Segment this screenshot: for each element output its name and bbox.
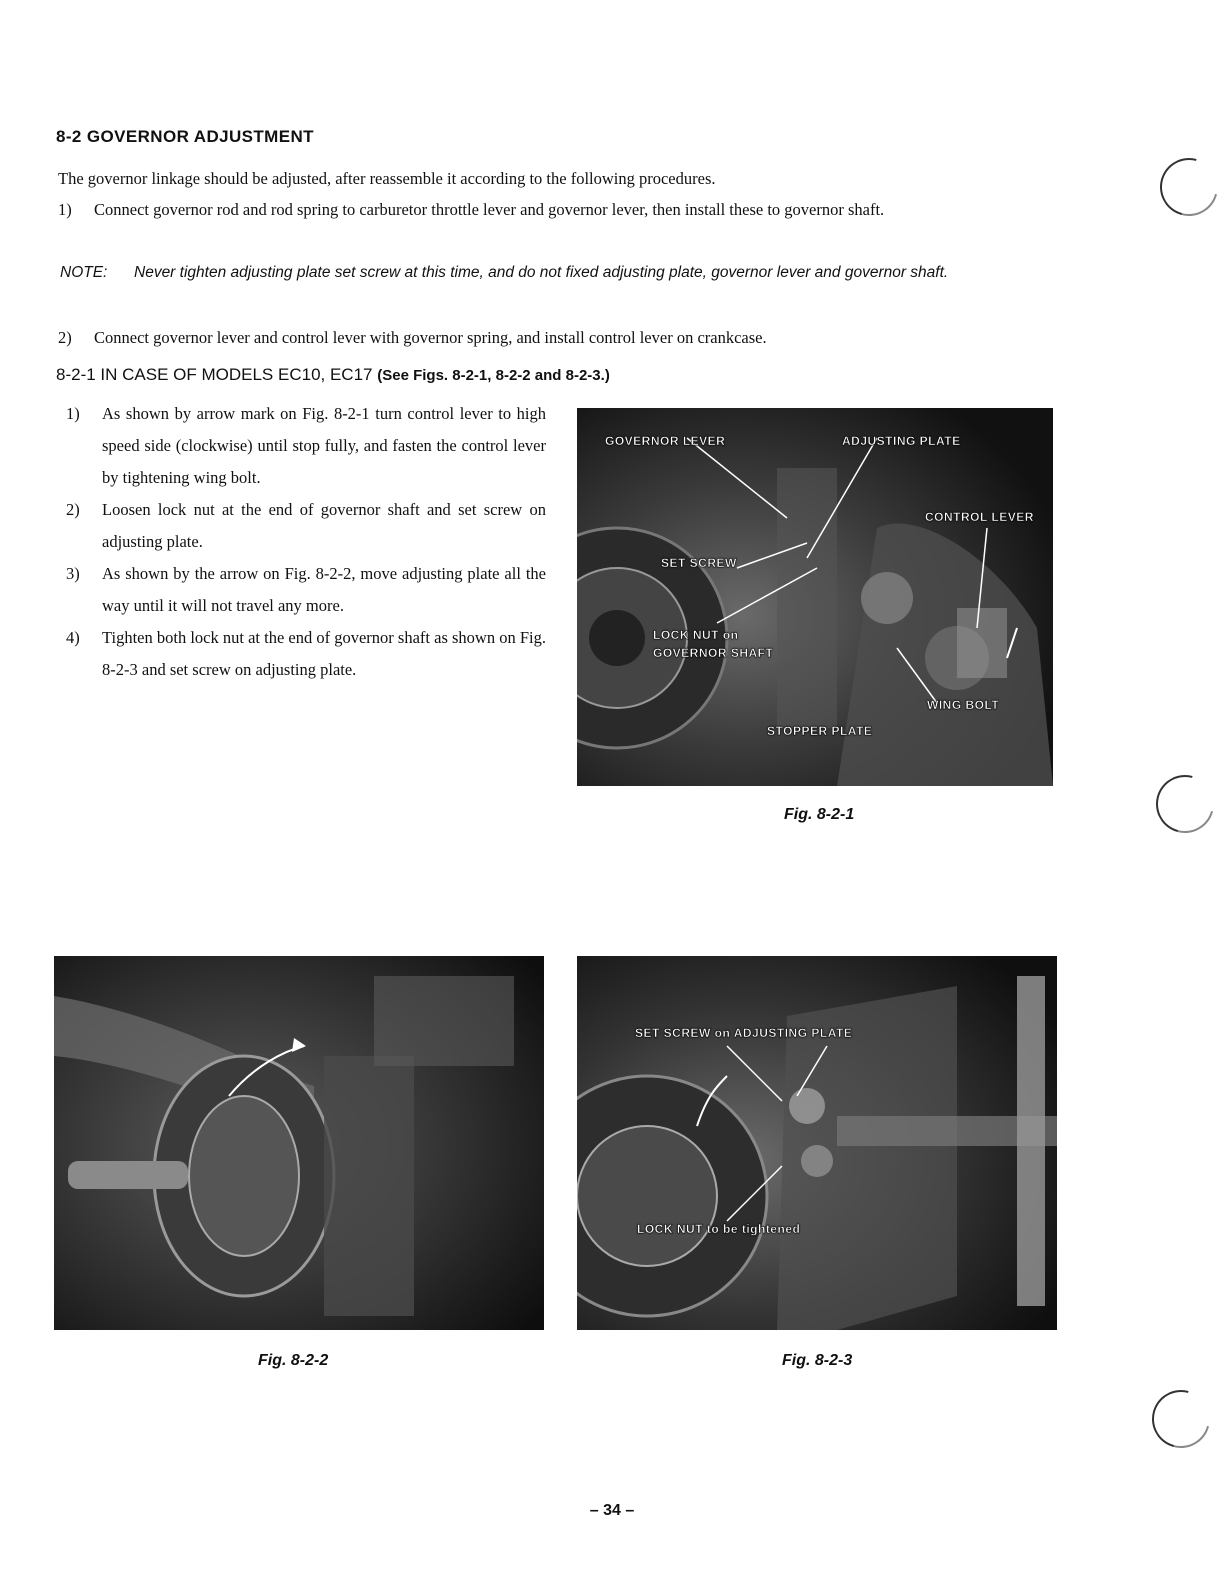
intro-paragraph: The governor linkage should be adjusted, after reassemble it according to the following procedures. [58, 169, 716, 188]
step-text: Loosen lock nut at the end of governor shaft and set screw on adjusting plate. [102, 500, 546, 551]
label-governor-lever: GOVERNOR LEVER [605, 434, 726, 448]
label-lock-nut-to-be-tightened: LOCK NUT to be tightened [637, 1222, 801, 1236]
sub-step-3 [66, 558, 546, 622]
label-control-lever: CONTROL LEVER [925, 510, 1034, 524]
step-number: 3) [66, 564, 80, 583]
note-text: Never tighten adjusting plate set screw at this time, and do not fixed adjusting plate, governor lever and governor shaft. [134, 264, 949, 281]
figure-8-2-1-photo [577, 408, 1053, 786]
binder-hole-middle [1145, 764, 1224, 843]
binder-hole-bottom [1141, 1379, 1220, 1458]
figure-8-2-3-caption: Fig. 8-2-3 [782, 1352, 853, 1369]
label-stopper-plate: STOPPER PLATE [767, 724, 873, 738]
subsection-heading [56, 365, 610, 385]
step-text: Tighten both lock nut at the end of governor shaft as shown on Fig. 8-2-3 and set screw on adjusting plate. [102, 628, 546, 679]
step-number: 4) [66, 628, 80, 647]
figure-8-2-2-photo [54, 956, 544, 1330]
figure-8-2-3-photo [577, 956, 1057, 1330]
step-number: 2) [58, 328, 72, 347]
note-block [60, 257, 1090, 289]
label-wing-bolt: WING BOLT [927, 698, 1000, 712]
procedure-step-2 [58, 322, 1078, 354]
sub-step-1 [66, 398, 546, 494]
label-set-screw: SET SCREW [661, 556, 737, 570]
page-number: – 34 – [589, 1502, 635, 1519]
label-adjusting-plate: ADJUSTING PLATE [842, 434, 961, 448]
step-text: Connect governor rod and rod spring to carburetor throttle lever and governor lever, then install these to governor shaft. [94, 200, 885, 219]
label-set-screw-on-adjusting-plate: SET SCREW on ADJUSTING PLATE [635, 1026, 853, 1040]
step-number: 1) [58, 200, 72, 219]
engine-photo-illustration [577, 956, 1057, 1330]
step-number: 1) [66, 404, 80, 423]
label-lock-nut-line2: GOVERNOR SHAFT [653, 646, 774, 660]
sub-step-2 [66, 494, 546, 558]
label-lock-nut-line1: LOCK NUT on [653, 628, 739, 642]
note-label: NOTE: [60, 264, 108, 281]
step-number: 2) [66, 500, 80, 519]
engine-photo-illustration [54, 956, 544, 1330]
subsection-ref: (See Figs. 8-2-1, 8-2-2 and 8-2-3.) [377, 367, 610, 384]
step-text: As shown by arrow mark on Fig. 8-2-1 turn control lever to high speed side (clockwise) until stop fully, and fasten the control lever by tightening wing bolt. [102, 404, 546, 487]
subsection-title: 8-2-1 IN CASE OF MODELS EC10, EC17 [56, 365, 373, 384]
subsection-steps [66, 398, 546, 686]
step-text: As shown by the arrow on Fig. 8-2-2, move adjusting plate all the way until it will not travel any more. [102, 564, 546, 615]
sub-step-4 [66, 622, 546, 686]
step-text: Connect governor lever and control lever with governor spring, and install control lever on crankcase. [94, 328, 767, 347]
figure-8-2-2-caption: Fig. 8-2-2 [258, 1352, 329, 1369]
binder-hole-top [1149, 147, 1224, 226]
section-title: 8-2 GOVERNOR ADJUSTMENT [56, 127, 314, 146]
figure-8-2-1-caption: Fig. 8-2-1 [784, 806, 855, 823]
procedure-step-1 [58, 194, 1078, 226]
